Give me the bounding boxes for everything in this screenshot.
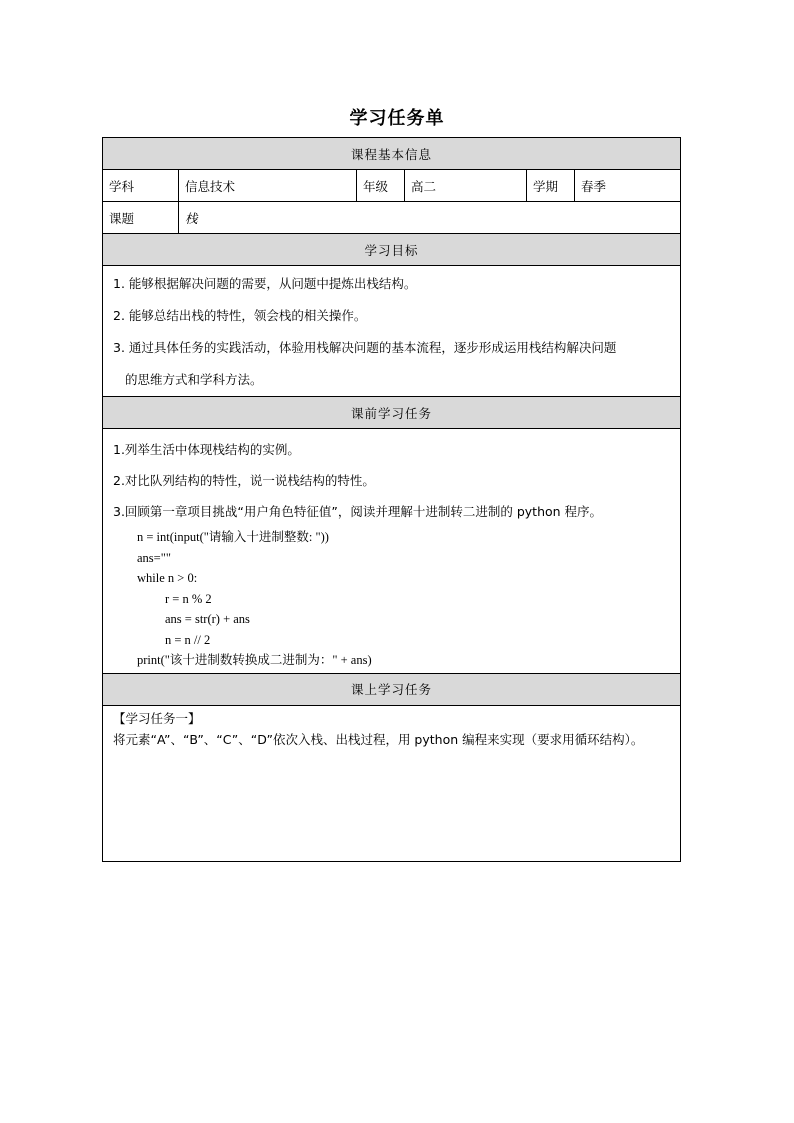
section-header-basic-info: 课程基本信息 — [103, 138, 681, 170]
code-line: ans="" — [137, 550, 171, 565]
document-title: 学习任务单 — [349, 108, 445, 129]
subject-label: 学科 — [103, 170, 179, 202]
goal-item: 1. 能够根据解决问题的需要，从问题中提炼出栈结构。 — [113, 276, 417, 291]
section-header-goals: 学习目标 — [103, 234, 681, 266]
code-line: while n > 0: — [137, 571, 198, 585]
task-sheet-table — [102, 137, 681, 862]
code-line: n = n // 2 — [165, 632, 211, 647]
pre-tasks-content — [103, 429, 681, 674]
code-line: ans = str(r) + ans — [165, 612, 250, 626]
task-title: 【学习任务一】 — [113, 710, 201, 726]
topic-value: 栈 — [179, 202, 681, 234]
goal-item: 3. 通过具体任务的实践活动，体验用栈解决问题的基本流程，逐步形成运用栈结构解决问题 — [113, 340, 617, 355]
task-text: 将元素“A”、“B”、“C”、“D”依次入栈、出栈过程，用 python 编程来实现（要求用循环结构）。 — [113, 731, 644, 747]
goal-item-continuation: 的思维方式和学科方法。 — [125, 372, 263, 387]
grade-value: 高二 — [405, 170, 527, 202]
code-line: n = int(input("请输入十进制整数: ")) — [137, 530, 329, 544]
code-line: r = n % 2 — [165, 591, 212, 606]
grade-label: 年级 — [357, 170, 405, 202]
goal-item: 2. 能够总结出栈的特性，领会栈的相关操作。 — [113, 308, 367, 323]
term-value: 春季 — [575, 170, 681, 202]
code-line: print("该十进制数转换成二进制为：" + ans) — [137, 653, 372, 667]
goals-content — [103, 266, 681, 397]
section-header-pre-tasks: 课前学习任务 — [103, 397, 681, 429]
term-label: 学期 — [527, 170, 575, 202]
section-header-in-class: 课上学习任务 — [103, 673, 681, 705]
pre-task-item: 3.回顾第一章项目挑战“用户角色特征值”，阅读并理解十进制转二进制的 python 程序。 — [113, 504, 603, 519]
pre-task-item: 2.对比队列结构的特性，说一说栈结构的特性。 — [113, 473, 375, 488]
pre-task-item: 1.列举生活中体现栈结构的实例。 — [113, 442, 300, 457]
in-class-content — [103, 705, 681, 861]
topic-label: 课题 — [103, 202, 179, 234]
subject-value: 信息技术 — [179, 170, 357, 202]
code-block — [137, 527, 670, 671]
